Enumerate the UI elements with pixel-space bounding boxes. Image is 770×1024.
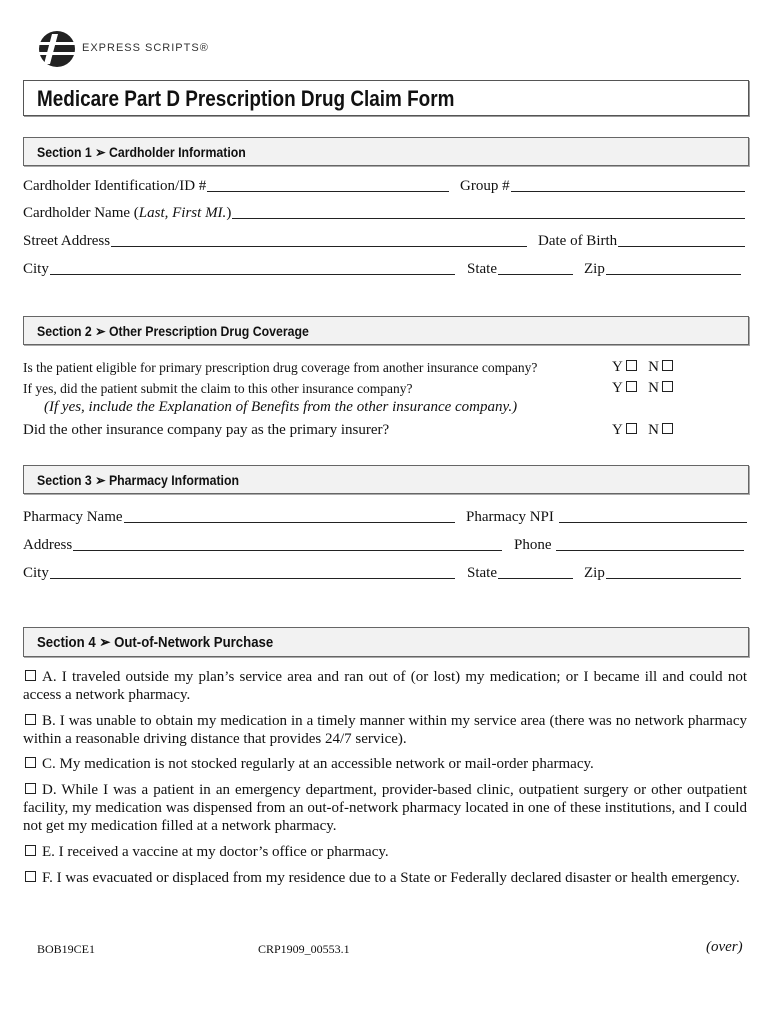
- no-label: N: [648, 422, 659, 438]
- reason-d-text: D. While I was a patient in an emergency department, provider-based clinic, outpatient surgery or other outpatient facility, my medication was dispensed from an out-of-network pharmacy located in one of these institutions, and I could not get my medication filled at a network pharmacy.: [23, 782, 747, 834]
- city-field[interactable]: [23, 260, 455, 278]
- reason-f[interactable]: [23, 869, 747, 887]
- eob-note: (If yes, include the Explanation of Benefits from the other insurance company.): [44, 399, 518, 415]
- dob-input[interactable]: [618, 246, 745, 247]
- yn-submitted: [612, 380, 673, 397]
- document-number: CRP1909_00553.1: [258, 942, 350, 956]
- brand-name: EXPRESS SCRIPTS®: [82, 42, 209, 54]
- city-label: City: [23, 261, 49, 277]
- yn-primary-paid: [612, 422, 673, 439]
- pharmacy-name-input[interactable]: [124, 522, 455, 523]
- over-note: (over): [706, 939, 743, 955]
- yes-checkbox[interactable]: [626, 423, 637, 434]
- pharmacy-state-label: State: [467, 565, 497, 581]
- yn-eligible: [612, 359, 673, 376]
- cardholder-name-field[interactable]: [23, 204, 745, 222]
- reason-e[interactable]: [23, 843, 747, 861]
- section3-header: [23, 465, 749, 494]
- pharmacy-state-input[interactable]: [498, 578, 573, 579]
- yes-label: Y: [612, 380, 623, 396]
- group-field[interactable]: [460, 177, 745, 195]
- reason-a-text: A. I traveled outside my plan’s service area and ran out of (or lost) my medication; or I became ill and could not access a network pharmacy.: [23, 669, 747, 703]
- pharmacy-phone-field[interactable]: [514, 536, 744, 554]
- pharmacy-city-input[interactable]: [50, 578, 455, 579]
- pharmacy-npi-input[interactable]: [559, 522, 747, 523]
- street-address-label: Street Address: [23, 233, 111, 249]
- reason-c-text: C. My medication is not stocked regularly at an accessible network or mail-order pharmacy.: [42, 756, 594, 772]
- yes-label: Y: [612, 422, 623, 438]
- pharmacy-state-field[interactable]: [467, 564, 573, 582]
- no-label: N: [648, 380, 659, 396]
- dob-field[interactable]: [538, 232, 745, 250]
- pharmacy-npi-field[interactable]: [466, 508, 747, 526]
- express-scripts-logo-icon: [38, 30, 76, 68]
- pharmacy-city-label: City: [23, 565, 49, 581]
- cardholder-name-label: Cardholder Name (: [23, 205, 139, 221]
- pharmacy-address-input[interactable]: [73, 550, 502, 551]
- question-submitted: If yes, did the patient submit the claim to this other insurance company?: [23, 381, 413, 396]
- reason-a-checkbox[interactable]: [25, 670, 36, 681]
- state-field[interactable]: [467, 260, 573, 278]
- question-eligible: Is the patient eligible for primary prescription drug coverage from another insurance company?: [23, 360, 538, 375]
- section4-header: [23, 627, 749, 657]
- section2-title: Section 2 ➢ Other Prescription Drug Coverage: [37, 323, 309, 339]
- cardholder-id-field[interactable]: [23, 177, 449, 195]
- reason-f-text: F. I was evacuated or displaced from my residence due to a State or Federally declared disaster or health emergency.: [42, 870, 740, 886]
- pharmacy-address-field[interactable]: [23, 536, 502, 554]
- group-input[interactable]: [511, 191, 745, 192]
- section4-title: Section 4 ➢ Out-of-Network Purchase: [37, 634, 274, 651]
- reason-b[interactable]: [23, 712, 747, 748]
- question-primary-paid: Did the other insurance company pay as the primary insurer?: [23, 422, 390, 438]
- street-address-input[interactable]: [111, 246, 527, 247]
- section1-header: [23, 137, 749, 166]
- section3-title: Section 3 ➢ Pharmacy Information: [37, 472, 240, 488]
- yes-label: Y: [612, 359, 623, 375]
- pharmacy-city-field[interactable]: [23, 564, 455, 582]
- title-box: [23, 80, 749, 116]
- reason-d-checkbox[interactable]: [25, 783, 36, 794]
- reason-f-checkbox[interactable]: [25, 871, 36, 882]
- section1-title: Section 1 ➢ Cardholder Information: [37, 144, 246, 160]
- pharmacy-address-label: Address: [23, 537, 73, 553]
- pharmacy-npi-label: Pharmacy NPI: [466, 509, 554, 525]
- reason-c-checkbox[interactable]: [25, 757, 36, 768]
- pharmacy-zip-label: Zip: [584, 565, 605, 581]
- page-title: Medicare Part D Prescription Drug Claim Form: [37, 86, 455, 111]
- pharmacy-name-label: Pharmacy Name: [23, 509, 123, 525]
- pharmacy-name-field[interactable]: [23, 508, 455, 526]
- cardholder-id-input[interactable]: [207, 191, 449, 192]
- pharmacy-zip-field[interactable]: [584, 564, 741, 582]
- pharmacy-zip-input[interactable]: [606, 578, 741, 579]
- state-label: State: [467, 261, 497, 277]
- reason-d[interactable]: [23, 781, 747, 835]
- cardholder-name-input[interactable]: [232, 218, 745, 219]
- state-input[interactable]: [498, 274, 573, 275]
- reason-e-text: E. I received a vaccine at my doctor’s office or pharmacy.: [42, 844, 389, 860]
- dob-label: Date of Birth: [538, 233, 618, 249]
- group-label: Group #: [460, 178, 510, 194]
- reason-a[interactable]: [23, 668, 747, 704]
- street-address-field[interactable]: [23, 232, 527, 250]
- pharmacy-phone-label: Phone: [514, 537, 552, 553]
- cardholder-id-label: Cardholder Identification/ID #: [23, 178, 207, 194]
- pharmacy-phone-input[interactable]: [556, 550, 744, 551]
- cardholder-name-close: ): [226, 205, 232, 221]
- city-input[interactable]: [50, 274, 455, 275]
- no-checkbox[interactable]: [662, 360, 673, 371]
- reason-e-checkbox[interactable]: [25, 845, 36, 856]
- no-label: N: [648, 359, 659, 375]
- reason-b-text: B. I was unable to obtain my medication in a timely manner within my service area (there was no network pharmacy within a reasonable driving distance that provides 24/7 service).: [23, 713, 747, 747]
- no-checkbox[interactable]: [662, 381, 673, 392]
- zip-label: Zip: [584, 261, 605, 277]
- yes-checkbox[interactable]: [626, 360, 637, 371]
- reason-b-checkbox[interactable]: [25, 714, 36, 725]
- zip-input[interactable]: [606, 274, 741, 275]
- section2-header: [23, 316, 749, 345]
- no-checkbox[interactable]: [662, 423, 673, 434]
- yes-checkbox[interactable]: [626, 381, 637, 392]
- form-code: BOB19CE1: [37, 942, 96, 956]
- reason-c[interactable]: [23, 755, 747, 773]
- zip-field[interactable]: [584, 260, 741, 278]
- cardholder-name-hint: Last, First MI.: [138, 205, 227, 221]
